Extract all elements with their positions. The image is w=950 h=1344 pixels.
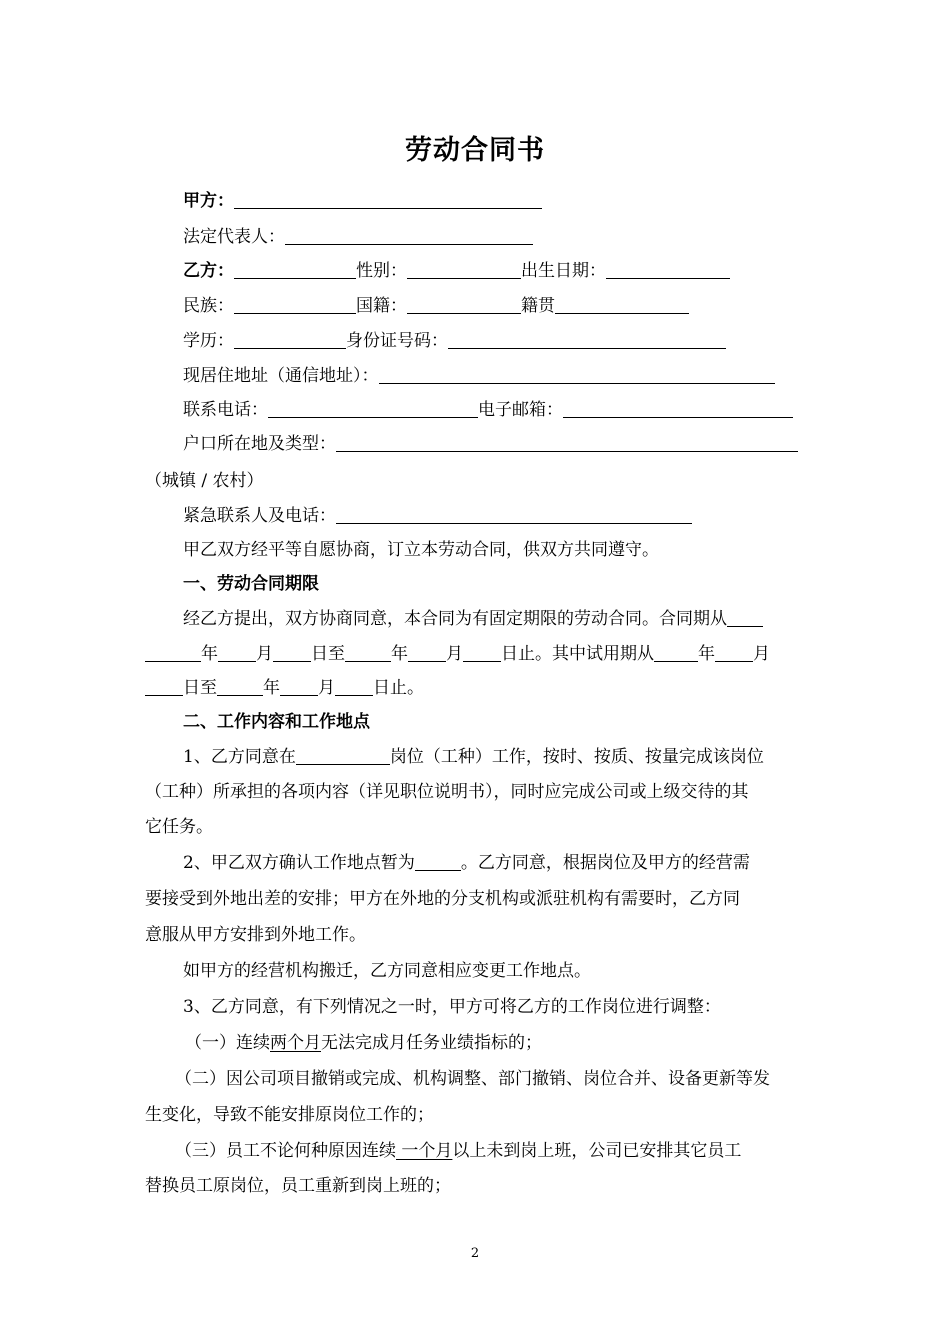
- intro-paragraph: 甲乙双方经平等自愿协商，订立本劳动合同，供双方共同遵守。: [183, 540, 659, 560]
- section1-text: 经乙方提出，双方协商同意，本合同为有固定期限的劳动合同。合同期从: [183, 609, 727, 629]
- trial-start-day-blank[interactable]: [145, 673, 183, 696]
- document-title: 劳动合同书: [405, 135, 545, 166]
- party-a-line: [145, 184, 848, 218]
- item2-line1: （二）因公司项目撤销或完成、机构调整、部门撤销、岗位合并、设备更新等发: [175, 1069, 770, 1089]
- section1-line1: [145, 602, 848, 636]
- birth-label: 出生日期：: [521, 261, 606, 281]
- day-to-label: 日至: [183, 678, 217, 698]
- p2-text-b: 。乙方同意，根据岗位及甲方的经营需: [460, 853, 750, 873]
- nationality-label: 国籍：: [356, 296, 407, 316]
- section2-p4: 3、乙方同意，有下列情况之一时，甲方可将乙方的工作岗位进行调整：: [183, 997, 721, 1017]
- legal-rep-blank[interactable]: [285, 222, 533, 245]
- education-blank[interactable]: [234, 326, 346, 349]
- trial-year-blank[interactable]: [654, 639, 698, 662]
- end-year-blank[interactable]: [345, 639, 391, 662]
- item1-underlined: 两个月: [270, 1033, 321, 1053]
- work-location-blank[interactable]: [415, 848, 461, 871]
- birth-blank[interactable]: [606, 256, 730, 279]
- hukou-label: 户口所在地及类型：: [183, 434, 336, 454]
- address-line: [145, 359, 848, 393]
- ethnicity-label: 民族：: [183, 296, 234, 316]
- legal-rep-label: 法定代表人：: [183, 227, 285, 247]
- section2-p1-line3: 它任务。: [145, 817, 213, 837]
- section2-heading: 二、工作内容和工作地点: [183, 712, 370, 732]
- p1-text-b: 岗位（工种）工作，按时、按质、按量完成该岗位: [389, 747, 764, 767]
- item3-line2: 替换员工原岗位，员工重新到岗上班的；: [145, 1176, 451, 1196]
- section1-line2: [145, 637, 810, 671]
- emergency-line: [145, 499, 848, 533]
- trial-label: 日止。其中试用期从: [501, 644, 654, 664]
- section2-p2-line2: 要接受到外地出差的安排；甲方在外地的分支机构或派驻机构有需要时，乙方同: [145, 889, 740, 909]
- contract-start-blank[interactable]: [727, 604, 763, 627]
- end-day-blank[interactable]: [463, 639, 501, 662]
- year-label: 年: [698, 644, 715, 664]
- month-label: 月: [446, 644, 463, 664]
- emergency-label: 紧急联系人及电话：: [183, 506, 336, 526]
- address-blank[interactable]: [379, 361, 775, 384]
- email-blank[interactable]: [563, 395, 793, 418]
- legal-rep-line: [145, 220, 848, 254]
- year-label: 年: [391, 644, 408, 664]
- hukou-type-line: （城镇 / 农村）: [145, 471, 264, 491]
- education-line: [145, 324, 848, 358]
- address-label: 现居住地址（通信地址）：: [183, 366, 379, 386]
- month-label: 月: [256, 644, 273, 664]
- month-label: 月: [318, 678, 335, 698]
- section2-p2-line3: 意服从甲方安排到外地工作。: [145, 925, 366, 945]
- start-day-blank[interactable]: [273, 639, 311, 662]
- item3-text-a: （三）员工不论何种原因连续: [175, 1141, 396, 1161]
- party-b-label: 乙方：: [183, 261, 234, 281]
- end-month-blank[interactable]: [408, 639, 446, 662]
- education-label: 学历：: [183, 331, 234, 351]
- hukou-blank[interactable]: [336, 429, 798, 452]
- ethnicity-line: [145, 289, 848, 323]
- party-b-line: [145, 254, 848, 288]
- emergency-blank[interactable]: [336, 501, 692, 524]
- native-place-blank[interactable]: [555, 291, 689, 314]
- item3-line1: [145, 1134, 840, 1168]
- phone-blank[interactable]: [268, 395, 478, 418]
- start-month-blank[interactable]: [218, 639, 256, 662]
- month-label: 月: [753, 644, 770, 664]
- phone-label: 联系电话：: [183, 400, 268, 420]
- trial-end-year-blank[interactable]: [217, 673, 263, 696]
- item1-text-b: 无法完成月任务业绩指标的；: [321, 1033, 542, 1053]
- id-number-blank[interactable]: [448, 326, 726, 349]
- trial-end-month-blank[interactable]: [280, 673, 318, 696]
- start-year-blank[interactable]: [145, 639, 201, 662]
- party-a-label: 甲方：: [183, 191, 234, 211]
- gender-blank[interactable]: [407, 256, 521, 279]
- position-blank[interactable]: [296, 742, 390, 765]
- contact-line: [145, 393, 848, 427]
- native-place-label: 籍贯: [521, 296, 555, 316]
- email-label: 电子邮箱：: [478, 400, 563, 420]
- section2-p2-line1: [145, 846, 848, 880]
- id-number-label: 身份证号码：: [346, 331, 448, 351]
- item2-line2: 生变化，导致不能安排原岗位工作的；: [145, 1105, 434, 1125]
- party-a-blank[interactable]: [234, 186, 542, 209]
- section1-heading: 一、劳动合同期限: [183, 574, 319, 594]
- item1-text-a: （一）连续: [185, 1033, 270, 1053]
- day-end-label: 日止。: [373, 678, 424, 698]
- p2-text-a: 2、甲乙双方确认工作地点暂为: [183, 853, 415, 873]
- party-b-blank[interactable]: [234, 256, 356, 279]
- p1-text-a: 1、乙方同意在: [183, 747, 296, 767]
- nationality-blank[interactable]: [407, 291, 521, 314]
- trial-month-blank[interactable]: [715, 639, 753, 662]
- hukou-line: [145, 427, 848, 461]
- section2-p3: 如甲方的经营机构搬迁，乙方同意相应变更工作地点。: [183, 961, 591, 981]
- section1-line3: [145, 671, 810, 705]
- section2-p1-line2: （工种）所承担的各项内容（详见职位说明书），同时应完成公司或上级交待的其: [145, 782, 749, 802]
- item3-underlined: 一个月: [396, 1141, 453, 1161]
- page-number: 2: [470, 1246, 480, 1261]
- year-label: 年: [263, 678, 280, 698]
- item3-text-b: 以上未到岗上班，公司已安排其它员工: [452, 1141, 742, 1161]
- year-label: 年: [201, 644, 218, 664]
- section2-p1-line1: [145, 740, 848, 774]
- trial-end-day-blank[interactable]: [335, 673, 373, 696]
- ethnicity-blank[interactable]: [234, 291, 356, 314]
- gender-label: 性别：: [356, 261, 407, 281]
- item1-line: [145, 1026, 850, 1060]
- day-to-label: 日至: [311, 644, 345, 664]
